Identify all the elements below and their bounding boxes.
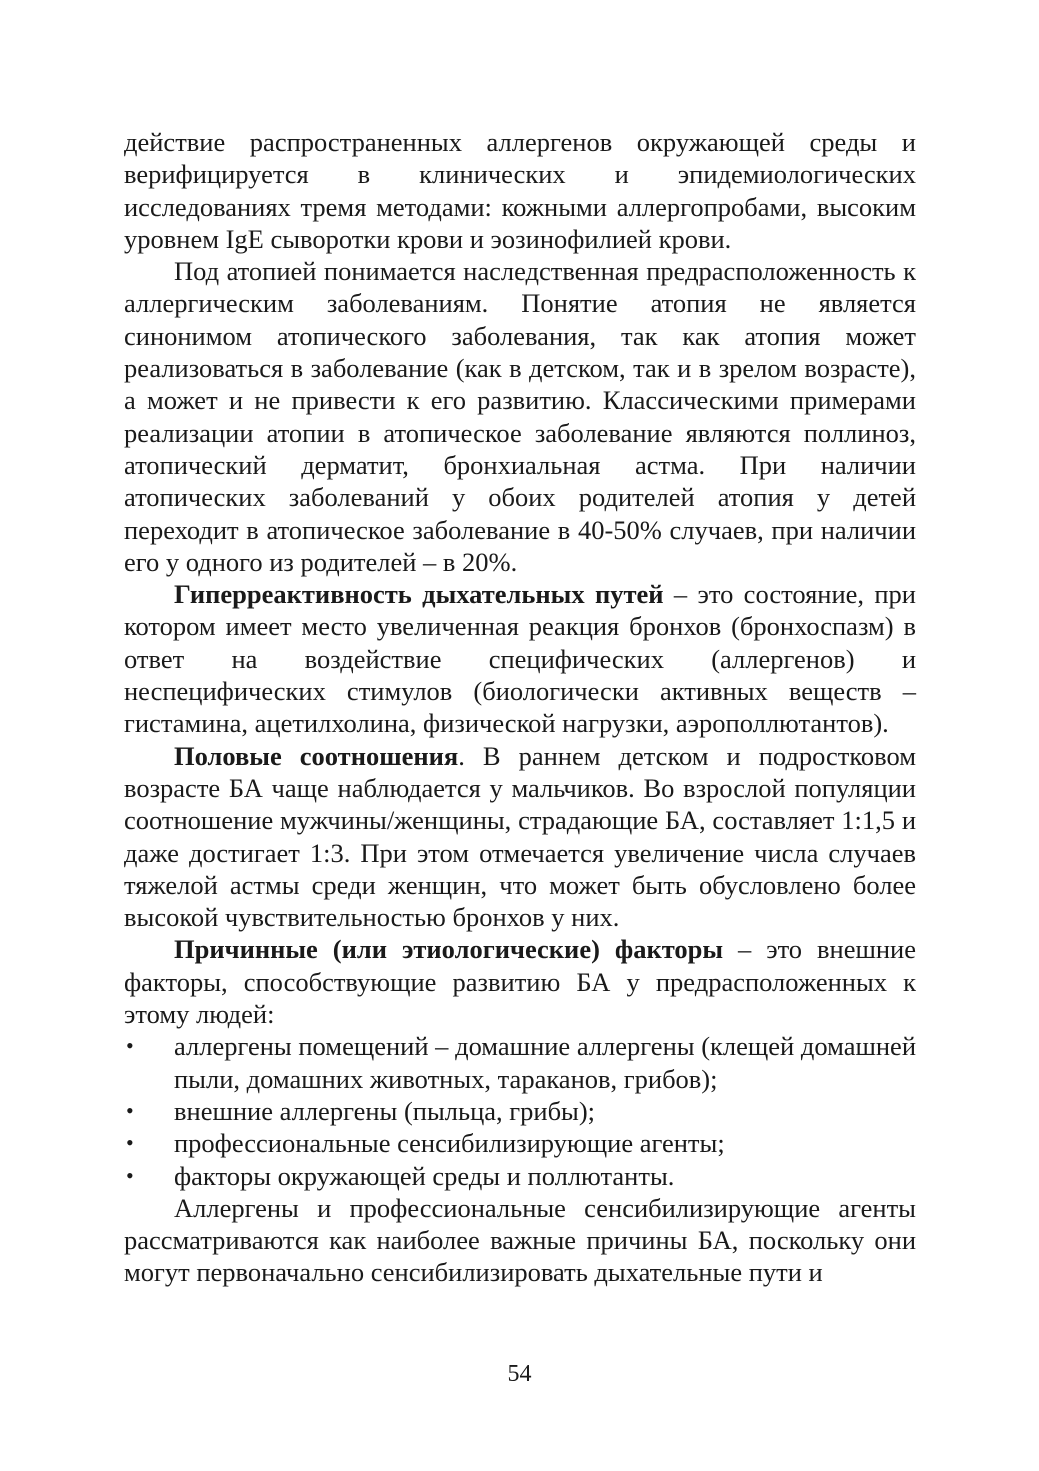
paragraph-hyperreactivity-text: – это состояние, при котором имеет место увеличенная реакция бронхов (бронхоспазм) в ответ на воздействие специфических (аллергенов) и неспецифических стимулов (биологически активных веществ – гистамина, ацетилхолина, физической нагрузки, аэрополлютантов).: [124, 579, 916, 739]
causal-factors-list: [124, 1030, 916, 1191]
paragraph-causes-text: – это внешние факторы, способствующие развитию БА у предрасположенных к этому людей:: [124, 934, 916, 1030]
list-item-text: аллергены помещений – домашние аллергены (клещей домашней пыли, домашних животных, тараканов, грибов);: [174, 1031, 916, 1094]
paragraph-allergens: Аллергены и профессиональные сенсибилизирующие агенты рассматриваются как наиболее важные причины БА, поскольку они могут первоначально сенсибилизировать дыхательные пути и: [124, 1192, 916, 1288]
paragraph-gender-text: . В раннем детском и подростковом возрасте БА чаще наблюдается у мальчиков. Во взрослой популяции соотношение мужчины/женщины, страдающие БА, составляет 1:1,5 и даже достигает 1:3. При этом отмечается увеличение числа случаев тяжелой астмы среди женщин, что может быть обусловлено более высокой чувствительностью бронхов у них.: [124, 740, 917, 933]
term-hyperreactivity: Гиперреактивность дыхательных путей: [174, 579, 664, 610]
list-item-text: профессиональные сенсибилизирующие агенты;: [174, 1128, 725, 1159]
list-item-text: факторы окружающей среды и поллютанты.: [174, 1160, 675, 1191]
term-causal-factors: Причинные (или этиологические) факторы: [174, 934, 724, 965]
paragraph-causes: [124, 933, 916, 1030]
bullet-icon: •: [126, 1033, 134, 1059]
paragraph-gender: [124, 740, 916, 934]
list-item: [124, 1160, 916, 1192]
list-item: [124, 1030, 916, 1095]
bullet-icon: •: [126, 1097, 134, 1123]
paragraph-continuation: действие распространенных аллергенов окружающей среды и верифицируется в клинических и эпидемиологических исследованиях тремя методами: кожными аллергопробами, высоким уровнем IgE сыворотки крови и эозинофилией крови.: [124, 127, 916, 254]
term-gender-ratio: Половые соотношения: [174, 740, 459, 771]
bullet-icon: •: [126, 1130, 134, 1156]
page-number: 54: [507, 1361, 532, 1387]
paragraph-hyperreactivity: [124, 578, 916, 739]
paragraph-atopy: Под атопией понимается наследственная предрасположенность к аллергическим заболеваниям. Понятие атопия не является синонимом атопического заболевания, так как атопия может реализоваться в заболевание (как в детском, так и в зрелом возрасте), а может и не привести к его развитию. Классическими примерами реализации атопии в атопическое заболевание являются поллиноз, атопический дерматит, бронхиальная астма. При наличии атопических заболеваний у обоих родителей атопия у детей переходит в атопическое заболевание в 40-50% случаев, при наличии его у одного из родителей – в 20%.: [124, 256, 916, 577]
list-item: [124, 1127, 916, 1159]
bullet-icon: •: [126, 1162, 134, 1188]
list-item-text: внешние аллергены (пыльца, грибы);: [174, 1095, 596, 1126]
body-text: [124, 126, 916, 1289]
list-item: [124, 1095, 916, 1127]
